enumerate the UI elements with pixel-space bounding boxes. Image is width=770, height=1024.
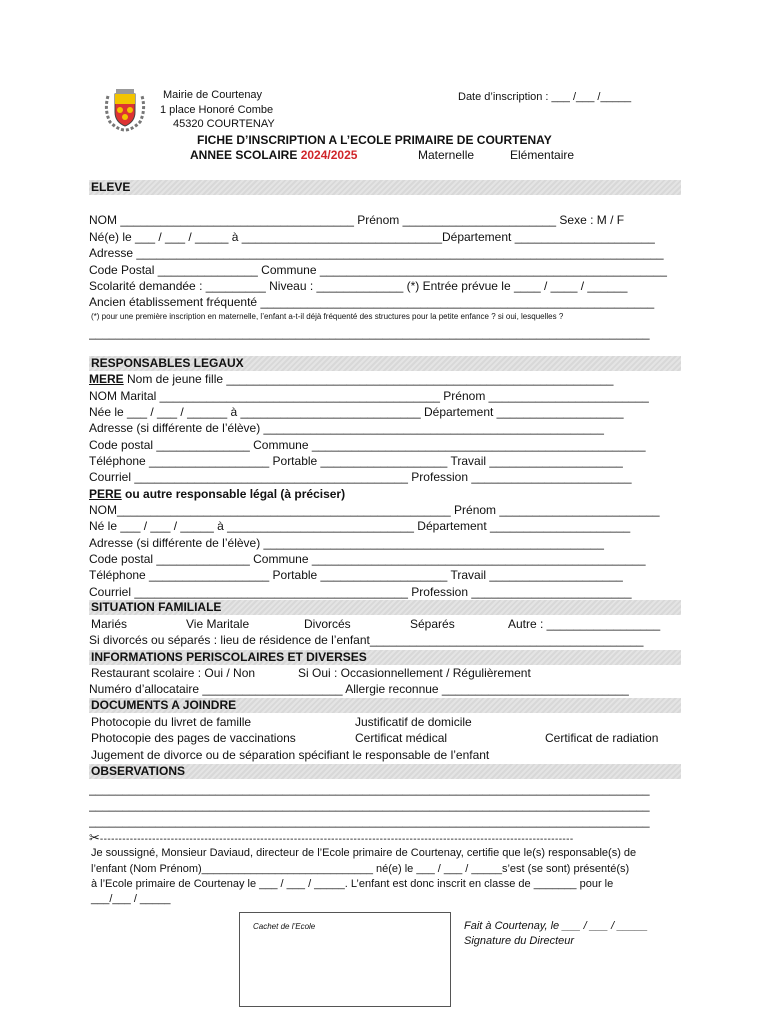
option-autre-field[interactable]: Autre : _________________ — [508, 617, 661, 631]
option-separes[interactable]: Séparés — [410, 617, 455, 631]
cachet-box — [239, 912, 451, 1007]
eleve-ancien-etablissement-field[interactable]: Ancien établissement fréquenté ___________________________________________________________ — [89, 295, 655, 309]
doc-jugement-divorce: Jugement de divorce ou de séparation spécifiant le responsable de l’enfant — [91, 748, 490, 762]
doc-certificat-medical: Certificat médical — [355, 731, 448, 745]
mere-nom-jeune-fille-field[interactable] — [89, 372, 679, 387]
pere-header — [89, 487, 679, 502]
section-situation-familiale: SITUATION FAMILIALE — [89, 600, 681, 615]
doc-certificat-radiation: Certificat de radiation — [545, 731, 659, 745]
observations-line-1[interactable]: ____________________________________________________________________________________ — [89, 782, 650, 796]
pere-adresse-field[interactable]: Adresse (si différente de l’élève) ___________________________________________________ — [89, 536, 604, 550]
eleve-code-postal-field[interactable]: Code Postal _______________ Commune ____________________________________________________ — [89, 263, 667, 277]
pere-nom-field[interactable]: NOM__________________________________________________ Prénom ________________________ — [89, 503, 660, 517]
option-elementaire[interactable]: Elémentaire — [510, 148, 575, 162]
mere-adresse-field[interactable]: Adresse (si différente de l’élève) ___________________________________________________ — [89, 421, 604, 435]
certificat-line-3[interactable]: à l’Ecole primaire de Courtenay le ___ / ___ / _____. L’enfant est donc inscrit en classe de _______ pour le — [91, 878, 614, 890]
date-inscription: Date d’inscription : ___ /___ /_____ — [458, 91, 632, 103]
option-maternelle[interactable]: Maternelle — [418, 148, 475, 162]
option-divorces[interactable]: Divorcés — [304, 617, 351, 631]
fait-a-courtenay[interactable]: Fait à Courtenay, le ___ / ___ / _____ — [464, 920, 648, 932]
cachet-label: Cachet de l’Ecole — [253, 922, 316, 931]
eleve-adresse-field[interactable]: Adresse _______________________________________________________________________________ — [89, 246, 664, 260]
pere-telephone-field[interactable]: Téléphone __________________ Portable ___________________ Travail ____________________ — [89, 568, 623, 582]
doc-livret-famille: Photocopie du livret de famille — [91, 715, 252, 729]
residence-field[interactable]: Si divorcés ou séparés : lieu de résidence de l’enfant_________________________________________ — [89, 633, 644, 647]
signature-directeur: Signature du Directeur — [464, 935, 575, 947]
cut-dashes: ------------------------------------------------------------------------------------------------------------------------------- — [99, 834, 574, 845]
section-responsables: RESPONSABLES LEGAUX — [89, 356, 681, 371]
annee-label: ANNEE SCOLAIRE — [190, 148, 298, 162]
section-documents: DOCUMENTS A JOINDRE — [89, 698, 681, 713]
annee-value: 2024/2025 — [300, 148, 358, 162]
maternelle-note-field[interactable]: ____________________________________________________________________________________ — [89, 326, 650, 340]
option-maries[interactable]: Mariés — [91, 617, 128, 631]
form-title: FICHE D’INSCRIPTION A L’ECOLE PRIMAIRE DE COURTENAY — [197, 133, 552, 147]
pere-label: PERE — [89, 487, 122, 501]
observations-line-2[interactable]: ____________________________________________________________________________________ — [89, 798, 650, 812]
section-observations: OBSERVATIONS — [89, 764, 681, 779]
annee-scolaire-label — [190, 148, 357, 163]
restaurant-scolaire-field[interactable]: Restaurant scolaire : Oui / Non — [91, 666, 256, 680]
certificat-line-4[interactable]: ___/___ / _____ — [91, 893, 171, 905]
pere-code-postal-field[interactable]: Code postal ______________ Commune __________________________________________________ — [89, 552, 646, 566]
coat-of-arms-logo — [100, 86, 150, 132]
scissors-icon: ✂ — [89, 830, 100, 845]
pere-courriel-field[interactable]: Courriel _________________________________________ Profession ________________________ — [89, 585, 632, 599]
section-eleve: ELEVE — [89, 180, 681, 195]
certificat-line-2[interactable]: l’enfant (Nom Prénom)____________________________ né(e) le ___ / ___ / _____s’est (se sont) présenté(s) — [91, 863, 630, 875]
frequence-restaurant-field[interactable]: Si Oui : Occasionnellement / Régulièrement — [298, 666, 531, 680]
mere-courriel-field[interactable]: Courriel _________________________________________ Profession ________________________ — [89, 470, 632, 484]
doc-justificatif-domicile: Justificatif de domicile — [355, 715, 472, 729]
section-periscolaire: INFORMATIONS PERISCOLAIRES ET DIVERSES — [89, 650, 681, 665]
eleve-naissance-field[interactable]: Né(e) le ___ / ___ / _____ à ______________________________Département _____________________ — [89, 230, 655, 244]
pere-suffix: ou autre responsable légal (à préciser) — [121, 487, 346, 501]
mairie-city: 45320 COURTENAY — [173, 118, 275, 130]
pere-naissance-field[interactable]: Né le ___ / ___ / _____ à ____________________________ Département _____________________ — [89, 519, 631, 533]
mere-nom-marital-field[interactable]: NOM Marital __________________________________________ Prénom ________________________ — [89, 389, 649, 403]
mere-naissance-field[interactable]: Née le ___ / ___ / ______ à ___________________________ Département ___________________ — [89, 405, 624, 419]
mere-code-postal-field[interactable]: Code postal ______________ Commune __________________________________________________ — [89, 438, 646, 452]
eleve-scolarite-field[interactable]: Scolarité demandée : _________ Niveau : _____________ (*) Entrée prévue le ____ / ____ / ______ — [89, 279, 628, 293]
mere-telephone-field[interactable]: Téléphone __________________ Portable ___________________ Travail ____________________ — [89, 454, 623, 468]
certificat-line-1: Je soussigné, Monsieur Daviaud, directeur de l’Ecole primaire de Courtenay, certifie que le(s) responsable(s) de — [91, 847, 637, 859]
maternelle-note: (*) pour une première inscription en maternelle, l’enfant a-t-il déjà fréquenté des structures pour la petite enfance ? si oui, lesquelles ? — [91, 312, 564, 321]
mere-label: MERE — [89, 372, 124, 386]
allocataire-allergie-field[interactable]: Numéro d’allocataire _____________________ Allergie reconnue ____________________________ — [89, 682, 629, 696]
observations-line-3[interactable]: ____________________________________________________________________________________ — [89, 814, 650, 828]
option-vie-maritale[interactable]: Vie Maritale — [186, 617, 250, 631]
cut-line — [89, 830, 679, 847]
eleve-nom-field[interactable]: NOM ___________________________________ Prénom _______________________ Sexe : M / F — [89, 213, 625, 227]
doc-vaccinations: Photocopie des pages de vaccinations — [91, 731, 296, 745]
mairie-name: Mairie de Courtenay — [163, 89, 263, 101]
mere-nom-jeune-fille: Nom de jeune fille __________________________________________________________ — [123, 372, 614, 386]
mairie-address: 1 place Honoré Combe — [160, 104, 274, 116]
